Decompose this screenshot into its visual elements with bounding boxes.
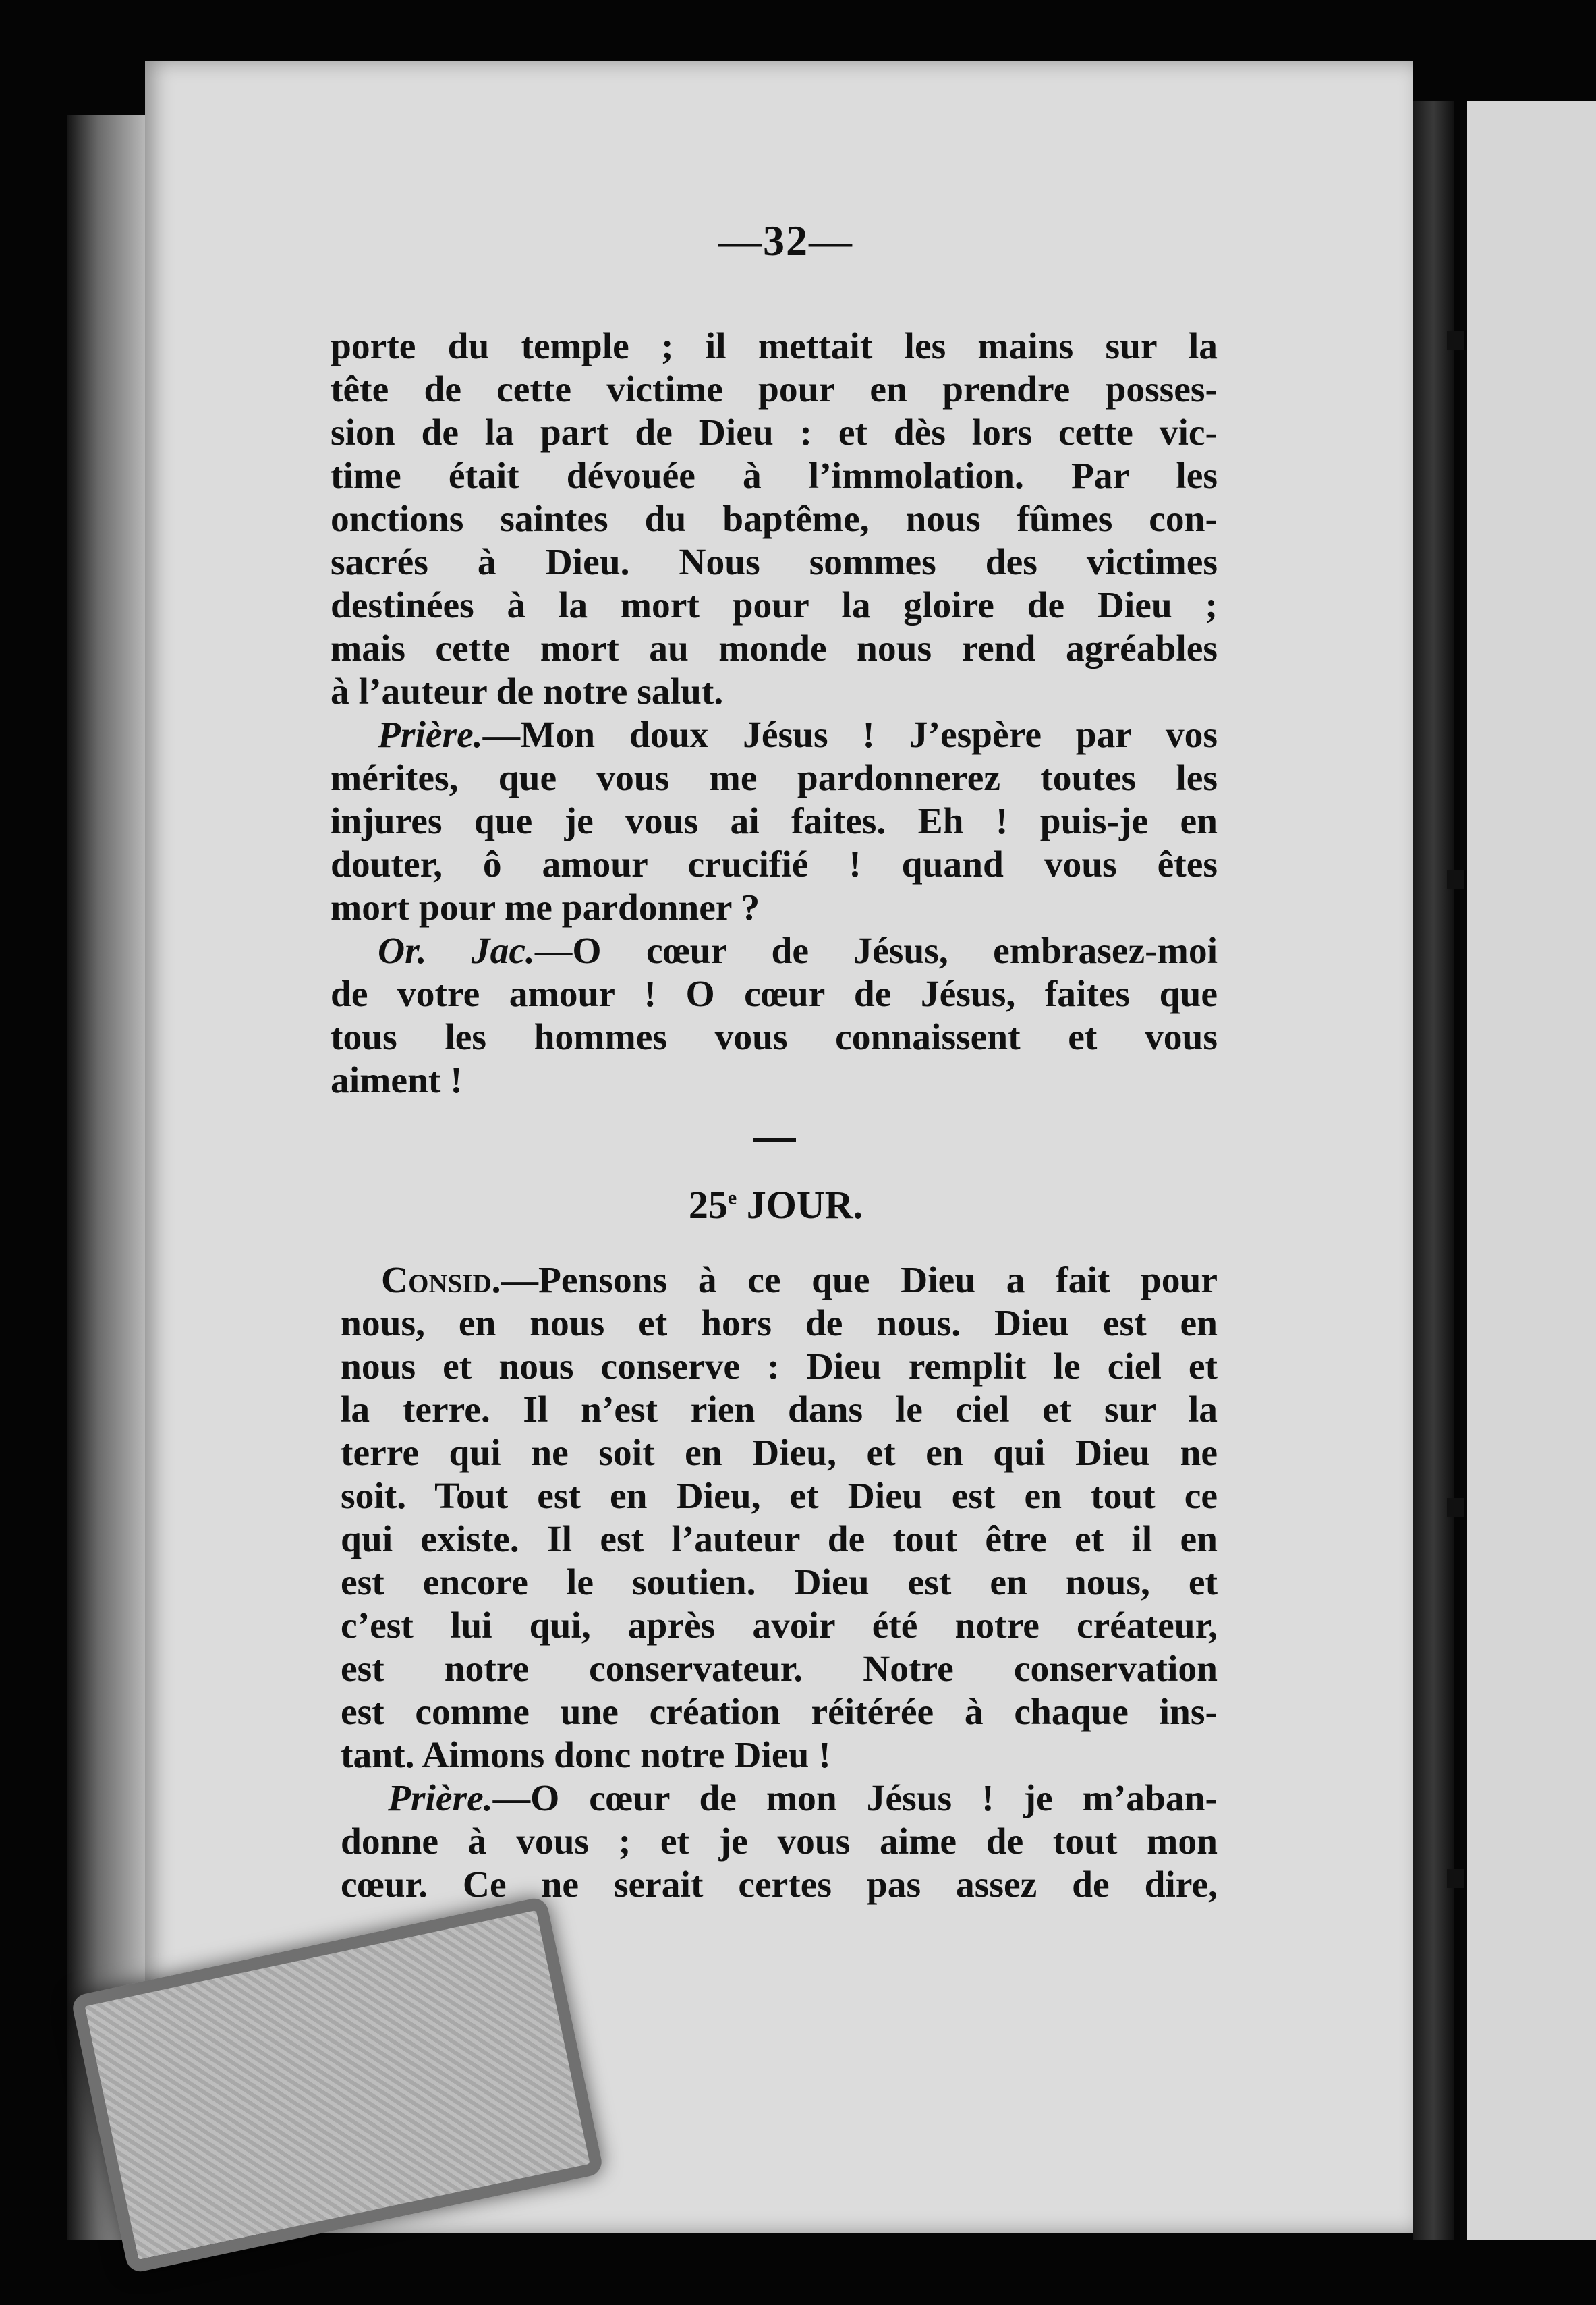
binding-stitch xyxy=(1447,1869,1464,1888)
text-line: sion de la part de Dieu : et dès lors cette vic- xyxy=(331,412,1218,453)
text-line: mérites, que vous me pardonnerez toutes les xyxy=(331,758,1218,799)
page-gutter xyxy=(1413,101,1454,2240)
text-line: mort pour me pardonner ? xyxy=(331,887,760,928)
text-line: soit. Tout est en Dieu, et Dieu est en tout ce xyxy=(341,1476,1218,1517)
text-line: c’est lui qui, après avoir été notre créateur, xyxy=(341,1605,1218,1646)
text-line: nous et nous conserve : Dieu remplit le ciel et xyxy=(341,1346,1218,1387)
consideration-text: —Pensons à ce que Dieu a fait pour xyxy=(501,1260,1218,1301)
consideration-label: Consid. xyxy=(381,1260,501,1301)
text-line: est notre conservateur. Notre conservation xyxy=(341,1648,1218,1690)
book-spine xyxy=(67,115,155,2240)
prayer-label: Prière. xyxy=(388,1778,493,1819)
prayer-first-line xyxy=(331,714,1218,757)
consideration-first-line xyxy=(341,1259,1218,1302)
text-line: qui existe. Il est l’auteur de tout être et il en xyxy=(341,1519,1218,1560)
text-line: destinées à la mort pour la gloire de Dieu ; xyxy=(331,585,1218,626)
text-line: terre qui ne soit en Dieu, et en qui Dieu ne xyxy=(341,1433,1218,1474)
text-line: injures que je vous ai faites. Eh ! puis-je en xyxy=(331,801,1218,842)
text-line: donne à vous ; et je vous aime de tout mon xyxy=(341,1821,1218,1862)
prayer-first-line xyxy=(341,1777,1218,1821)
text-line: mais cette mort au monde nous rend agréables xyxy=(331,628,1218,669)
text-line: à l’auteur de notre salut. xyxy=(331,671,724,713)
text-line: onctions saintes du baptême, nous fûmes con- xyxy=(331,499,1218,540)
section-separator xyxy=(753,1138,796,1142)
body-text-top xyxy=(331,325,1218,1103)
text-line: est encore le soutien. Dieu est en nous, et xyxy=(341,1562,1218,1603)
text-line: time était dévouée à l’immolation. Par les xyxy=(331,455,1218,497)
prayer-label: Prière. xyxy=(378,715,483,756)
text-line: tous les hommes vous connaissent et vous xyxy=(331,1017,1218,1058)
text-line: aiment ! xyxy=(331,1060,463,1101)
prayer-text: —Mon doux Jésus ! J’espère par vos xyxy=(482,715,1218,756)
text-line: de votre amour ! O cœur de Jésus, faites que xyxy=(331,974,1218,1015)
binding-stitch xyxy=(1447,870,1464,889)
text-line: douter, ô amour crucifié ! quand vous êtes xyxy=(331,844,1218,885)
oraison-label: Or. Jac. xyxy=(378,931,535,972)
text-line: la terre. Il n’est rien dans le ciel et sur la xyxy=(341,1389,1218,1431)
text-line: tête de cette victime pour en prendre posses- xyxy=(331,369,1218,410)
oraison-first-line xyxy=(331,930,1218,973)
oraison-text: —O cœur de Jésus, embrasez-moi xyxy=(534,931,1218,972)
day-number: 25 xyxy=(688,1183,728,1227)
text-line: tant. Aimons donc notre Dieu ! xyxy=(341,1735,831,1776)
day-ordinal: e xyxy=(727,1186,737,1209)
text-line: nous, en nous et hors de nous. Dieu est en xyxy=(341,1303,1218,1344)
page-number: —32— xyxy=(718,217,853,265)
body-text-bottom xyxy=(341,1259,1218,1907)
text-line: est comme une création réitérée à chaque ins- xyxy=(341,1692,1218,1733)
day-word: JOUR. xyxy=(746,1183,863,1227)
facing-page-edge xyxy=(1467,101,1596,2240)
prayer-text: —O cœur de mon Jésus ! je m’aban- xyxy=(492,1778,1218,1819)
binding-stitch xyxy=(1447,1498,1464,1517)
day-heading xyxy=(648,1182,904,1227)
text-line: cœur. Ce ne serait certes pas assez de dire, xyxy=(341,1864,1218,1906)
binding-stitch xyxy=(1447,331,1464,350)
text-line: sacrés à Dieu. Nous sommes des victimes xyxy=(331,542,1218,583)
text-line: porte du temple ; il mettait les mains sur la xyxy=(331,326,1218,367)
